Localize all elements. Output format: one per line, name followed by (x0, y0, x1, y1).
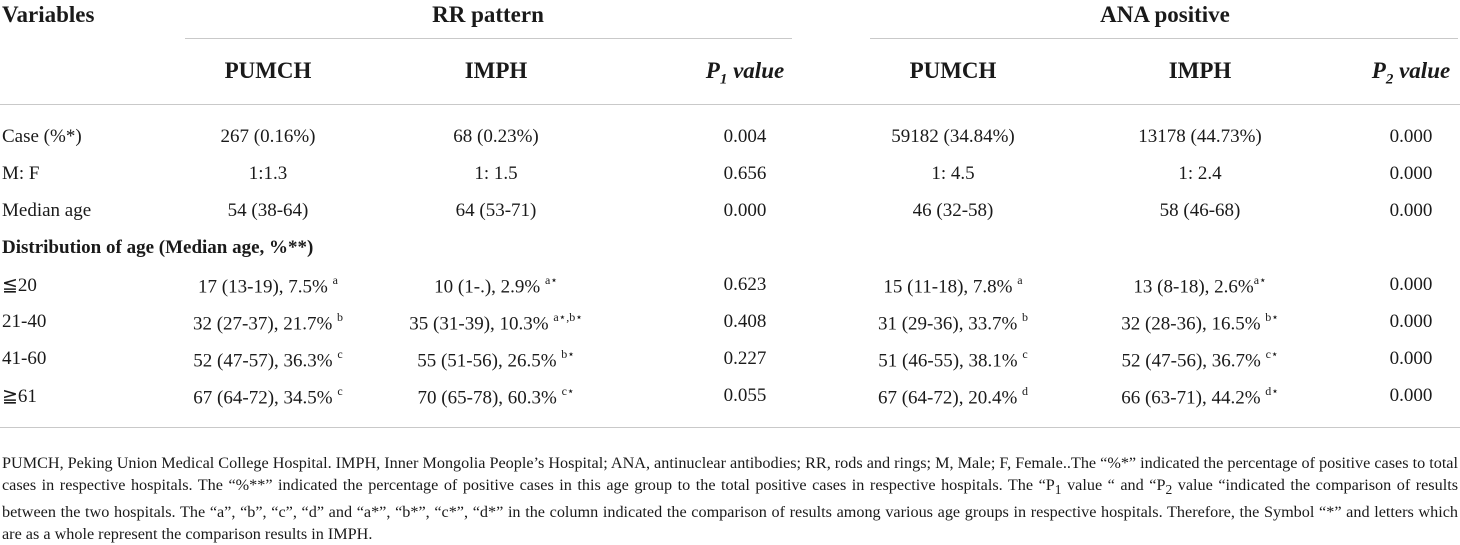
table-footnote: PUMCH, Peking Union Medical College Hospital. IMPH, Inner Mongolia People’s Hospital; ANA, antinuclear antibodies; RR, rods and rings; M, Male; F, Female..The “%*” indicated the percentage of positive cases to total cases in respective hospitals. The “%**” indicated the percentage of positive cases in this age group to the total positive cases in respective hospitals. The “$P_1$ value “ and “$P_2$ value “indicated the comparison of results between the two hospitals. The “a”, “b”, “c”, “d” and “a*”, “b*”, “c*”, “d*” in the column indicated the comparison of results among various age groups in respective hospitals. Therefore, the Symbol “*” and letters which are as a whole represent the comparison results in IMPH. (2, 454, 1458, 544)
table-cell: 1: 1.5 (474, 163, 518, 184)
rr-pattern-header: RR pattern (432, 2, 544, 27)
row-label: M: F (2, 163, 40, 184)
table-cell: 0.000 (1389, 385, 1433, 406)
table-cell: 13 (8-18), 2.6%$^{a⋆}$ (1133, 273, 1267, 298)
table-cell: 267 (0.16%) (220, 126, 316, 147)
table-cell: 64 (53-71) (455, 200, 537, 221)
table-cell: 70 (65-78), 60.3% $^{c⋆}$ (417, 384, 575, 409)
table-cell: 0.000 (1389, 126, 1433, 147)
table-cell: 0.000 (1389, 274, 1433, 295)
table-cell: 0.004 (723, 126, 767, 147)
table-cell: 66 (63-71), 44.2% $^{d⋆}$ (1121, 384, 1279, 409)
table-cell: 0.000 (1389, 311, 1433, 332)
table-cell: 52 (47-56), 36.7% $^{c⋆}$ (1121, 347, 1279, 372)
imph-rr-header: IMPH (464, 58, 528, 83)
p1-value-header: $P_1$ value (705, 58, 785, 88)
table-cell: 32 (27-37), 21.7% $^b$ (192, 310, 344, 335)
table-cell: 67 (64-72), 34.5% $^c$ (193, 384, 343, 409)
row-label: Median age (2, 200, 92, 221)
table-cell: 1: 4.5 (931, 163, 975, 184)
table-cell: 31 (29-36), 33.7% $^b$ (877, 310, 1029, 335)
row-label: ≦20 (2, 275, 37, 296)
table-cell: 55 (51-56), 26.5% $^{b⋆}$ (417, 347, 575, 372)
table-cell: 0.000 (1389, 348, 1433, 369)
ana-group-rule (870, 38, 1458, 39)
table-bottom-rule (0, 427, 1460, 428)
table-cell: 0.000 (723, 200, 767, 221)
pumch-ana-header: PUMCH (909, 58, 997, 83)
p2-value-header: $P_2$ value (1371, 58, 1451, 88)
header-bottom-rule (0, 104, 1460, 105)
pumch-rr-header: PUMCH (224, 58, 312, 83)
row-label: Case (%*) (2, 126, 82, 147)
table-cell: 0.000 (1389, 200, 1433, 221)
table-cell: 0.000 (1389, 163, 1433, 184)
table-cell: 13178 (44.73%) (1138, 126, 1262, 147)
table-cell: 1:1.3 (248, 163, 288, 184)
row-label: 41-60 (2, 348, 47, 369)
table-cell: 15 (11-18), 7.8% $^a$ (883, 273, 1023, 298)
variables-header: Variables (2, 2, 95, 27)
table-cell: 35 (31-39), 10.3% $^{a⋆,b⋆}$ (409, 310, 583, 335)
table-cell: 67 (64-72), 20.4% $^d$ (877, 384, 1029, 409)
table-cell: 32 (28-36), 16.5% $^{b⋆}$ (1121, 310, 1279, 335)
table-cell: 51 (46-55), 38.1% $^c$ (878, 347, 1028, 372)
table-cell: 0.055 (723, 385, 767, 406)
table-cell: 52 (47-57), 36.3% $^c$ (193, 347, 343, 372)
table-cell: 10 (1-.), 2.9% $^{a⋆}$ (434, 273, 558, 298)
table-cell: 59182 (34.84%) (891, 126, 1015, 147)
table-cell: 0.227 (723, 348, 767, 369)
table-cell: 68 (0.23%) (453, 126, 539, 147)
table-cell: 1: 2.4 (1178, 163, 1222, 184)
rr-group-rule (185, 38, 792, 39)
table-cell: 0.623 (723, 274, 767, 295)
table-cell: 17 (13-19), 7.5% $^a$ (198, 273, 338, 298)
table-cell: 0.656 (723, 163, 767, 184)
table-cell: 0.408 (723, 311, 767, 332)
imph-ana-header: IMPH (1168, 58, 1232, 83)
ana-positive-header: ANA positive (1100, 2, 1230, 27)
table-cell: 58 (46-68) (1159, 200, 1241, 221)
row-label: 21-40 (2, 311, 47, 332)
table-cell: 46 (32-58) (912, 200, 994, 221)
distribution-heading: Distribution of age (Median age, %**) (2, 237, 314, 258)
table-cell: 54 (38-64) (227, 200, 309, 221)
row-label: ≧61 (2, 386, 37, 407)
